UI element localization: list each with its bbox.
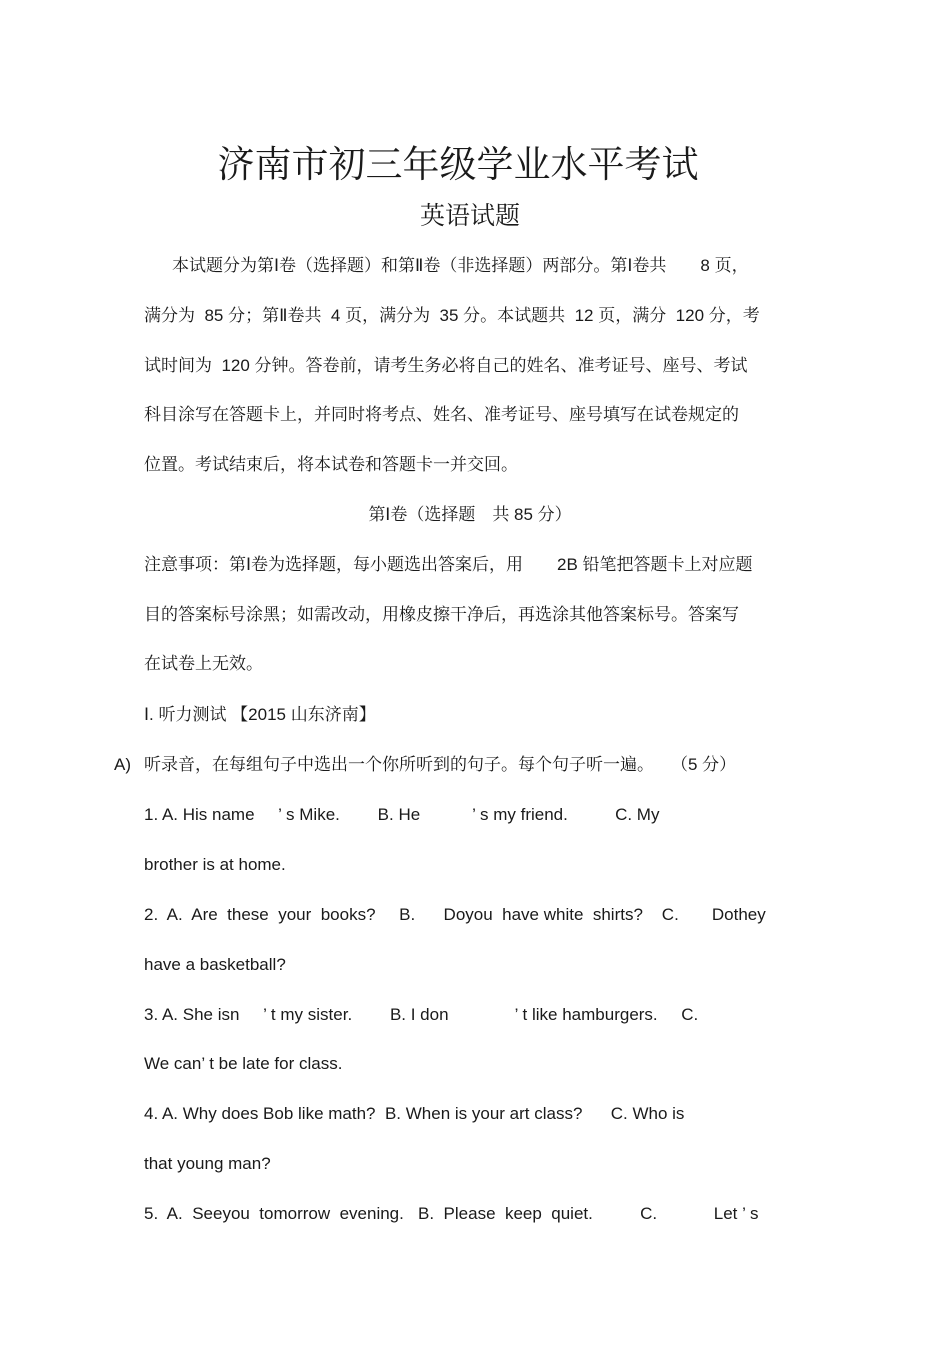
section-heading: Ⅰ. 听力测试 【2015 山东济南】 xyxy=(144,705,376,724)
page-subtitle: 英语试题 xyxy=(419,201,520,230)
question-line: 5. A. Seeyou tomorrow evening. B. Please keep quiet. C. Let ’ s xyxy=(144,1204,759,1223)
section-a-marker: A) xyxy=(114,755,131,774)
section-a-instruction: 听录音，在每组句子中选出一个你所听到的句子。每个句子听一遍。 （5 分） xyxy=(144,755,737,774)
question-line: brother is at home. xyxy=(144,855,286,874)
question-line: 4. A. Why does Bob like math? B. When is your art class? C. Who is xyxy=(144,1104,685,1123)
notice-line: 目的答案标号涂黑；如需改动，用橡皮擦干净后，再选涂其他答案标号。答案写 xyxy=(144,605,739,624)
intro-line: 位置。考试结束后，将本试卷和答题卡一并交回。 xyxy=(144,455,518,474)
question-line: that young man? xyxy=(144,1154,271,1173)
part1-heading: 第Ⅰ卷（选择题 共 85 分） xyxy=(368,505,572,524)
page-title: 济南市初三年级学业水平考试 xyxy=(217,143,699,186)
question-line: 2. A. Are these your books? B. Doyou have white shirts? C. Dothey xyxy=(144,905,766,924)
question-line: 3. A. She isn ’ t my sister. B. I don ’ t like hamburgers. C. xyxy=(144,1005,699,1024)
intro-line: 试时间为 120 分钟。答卷前，请考生务必将自己的姓名、准考证号、座号、考试 xyxy=(144,356,748,375)
intro-line: 本试题分为第Ⅰ卷（选择题）和第Ⅱ卷（非选择题）两部分。第Ⅰ卷共 8 页， xyxy=(172,256,749,275)
intro-line: 科目涂写在答题卡上，并同时将考点、姓名、准考证号、座号填写在试卷规定的 xyxy=(144,405,739,424)
question-line: We can’ t be late for class. xyxy=(144,1054,343,1073)
question-line: 1. A. His name ’ s Mike. B. He ’ s my friend. C. My xyxy=(144,805,660,824)
notice-line: 注意事项：第Ⅰ卷为选择题，每小题选出答案后，用 2B 铅笔把答题卡上对应题 xyxy=(144,555,753,574)
intro-line: 满分为 85 分；第Ⅱ卷共 4 页，满分为 35 分。本试题共 12 页，满分 120 分，考 xyxy=(144,306,760,325)
question-line: have a basketball? xyxy=(144,955,286,974)
notice-line: 在试卷上无效。 xyxy=(144,654,263,673)
